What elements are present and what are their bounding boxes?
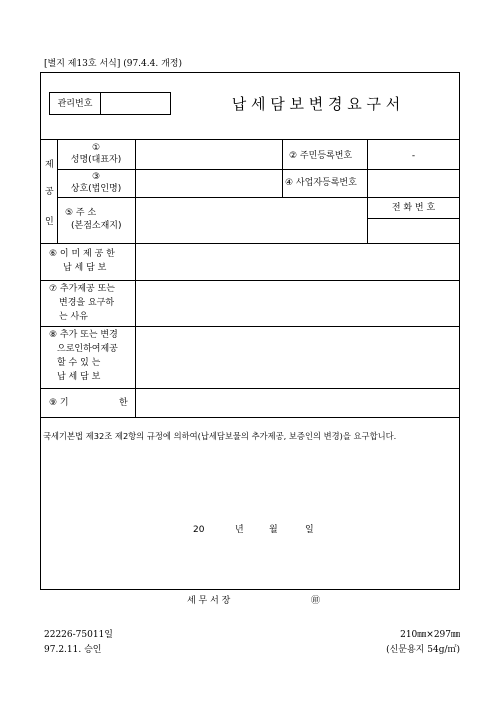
q9-label-end: 한 [119, 398, 128, 408]
section-label-2: 공 [45, 187, 54, 197]
name-num: ① [91, 143, 101, 153]
form-title: 납 세 담 보 변 경 요 구 서 [231, 95, 401, 113]
q6-line1: ⑥ 이 미 제 공 한 [49, 249, 115, 259]
q9-label: ⑨ 기 [49, 398, 69, 408]
footer-paper-type: (신문용지 54g/㎡) [386, 645, 460, 655]
q9-input[interactable] [136, 389, 459, 416]
mgmt-number-label: 관리번호 [57, 99, 93, 109]
q8-line3: 할 수 있 는 [57, 358, 101, 368]
q8-input[interactable] [136, 327, 459, 387]
q8-line4: 납 세 담 보 [57, 372, 101, 382]
footer-form-code: 22226-75011일 [44, 630, 113, 640]
date-day-unit: 일 [305, 525, 314, 535]
section-label-1: 제 [45, 160, 54, 170]
date-year[interactable]: 20 [193, 525, 205, 535]
date-year-unit: 년 [235, 525, 244, 535]
q7-line3: 는 사유 [59, 312, 88, 322]
biz-reg-label: ④ 사업자등록번호 [285, 178, 357, 188]
company-input[interactable] [136, 170, 281, 196]
form-reference: [별지 제13호 서식] (97.4.4. 개정) [44, 59, 182, 69]
company-label: 상호(법인명) [70, 184, 122, 194]
footer-approval: 97.2.11. 승인 [44, 645, 102, 655]
date-month-unit: 월 [269, 525, 278, 535]
rrn-value[interactable]: - [411, 151, 416, 161]
name-label: 성명(대표자) [70, 155, 122, 165]
tax-office-head: 세 무 서 장 [187, 596, 231, 606]
seal-icon: ㊞ [311, 596, 321, 606]
form-frame [40, 72, 460, 606]
mgmt-number-input[interactable] [101, 93, 170, 114]
mgmt-number-box [49, 92, 171, 115]
q8-line2: 으로인하여제공 [57, 344, 118, 354]
name-input[interactable] [136, 140, 281, 168]
q7-line2: 변경을 요구하 [59, 298, 115, 308]
q6-input[interactable] [136, 244, 459, 279]
address-label: ⑤ 주 소 [65, 208, 97, 218]
phone-label: 전 화 번 호 [391, 203, 436, 213]
q6-line2: 납 세 담 보 [63, 263, 107, 273]
rrn-label: ② 주민등록번호 [289, 151, 353, 161]
q7-input[interactable] [136, 281, 459, 325]
q7-line1: ⑦ 추가제공 또는 [49, 284, 115, 294]
address-sublabel: (본점소재지) [71, 221, 122, 231]
phone-input[interactable] [368, 219, 459, 242]
footer-paper-size: 210㎜×297㎜ [400, 630, 460, 640]
address-input[interactable] [136, 198, 366, 242]
request-statement: 국세기본법 제32조 제2항의 규정에 의하여(납세담보물의 추가제공, 보증인의 변경)을 요구합니다. [43, 431, 397, 441]
q8-line1: ⑧ 추가 또는 변경 [49, 330, 118, 340]
section-label-3: 인 [45, 217, 54, 227]
biz-reg-input[interactable] [368, 170, 459, 196]
company-num: ③ [91, 172, 101, 182]
